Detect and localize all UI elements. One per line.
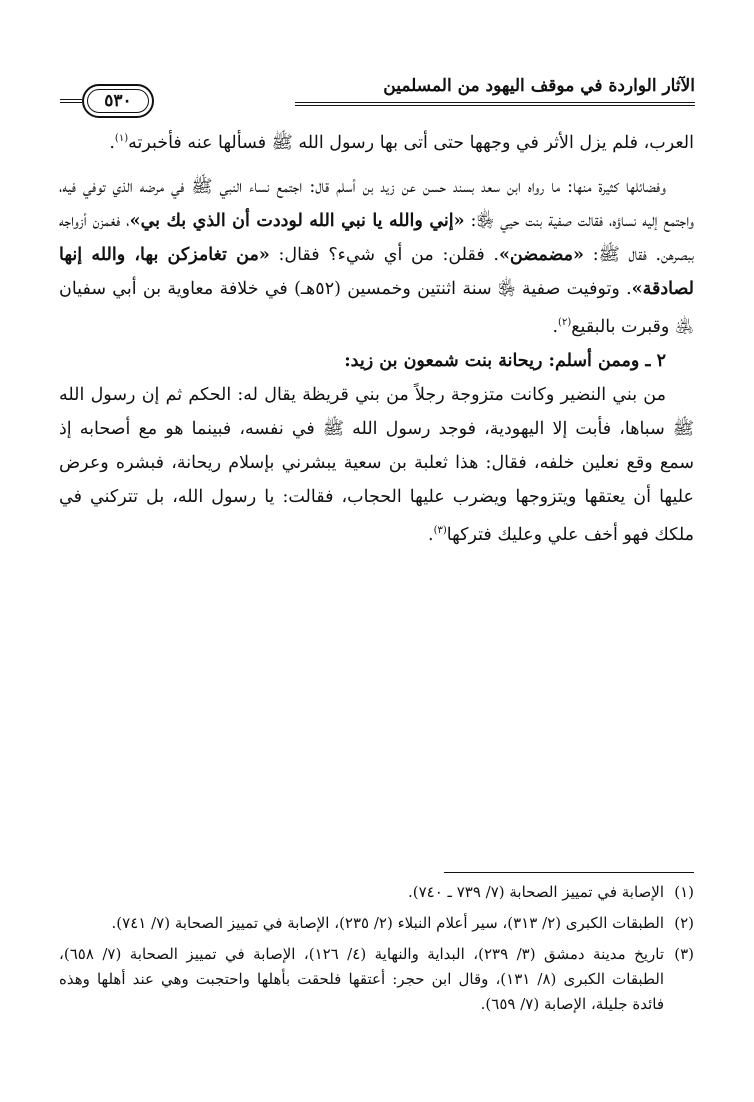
page-number-ornament <box>60 80 180 120</box>
header-rule <box>295 102 695 103</box>
header-rule <box>295 105 695 106</box>
section-heading: ٢ ـ وممن أسلم: ريحانة بنت شمعون بن زيد: <box>344 350 666 371</box>
page-number: ٥٣٠ <box>82 84 154 118</box>
footnote-ref: (٣) <box>433 524 447 536</box>
footnote-ref: (١) <box>114 133 129 144</box>
running-title: الآثار الواردة في موقف اليهود من المسلمين <box>383 76 695 96</box>
paragraph-3: من بني النضير وكانت متزوجة رجلاً من بني قريظة يقال له: الحكم ثم إن رسول الله ﷺ سباها، فأبت إلا اليهودية، فوجد رسول الله ﷺ في نفسه، فبينما هو مع أصحابه إذ سمع وقع نعلين خلفه، فقال: هذا ثعلبة بن سعية يبشرني بإسلام ريحانة، فبشره وعرض عليها أن يعتقها ويتزوجها ويضرب عليها الحجاب، فقالت: يا رسول الله، بل تتركني في ملكك فهو أخف علي وعليك فتركها$^{(٣)}$. <box>59 384 694 545</box>
paragraph-1: العرب، فلم يزل الأثر في وجهها حتى أتى بها رسول الله ﷺ فسألها عنه فأخبرته$^{(١)}$. <box>109 132 694 153</box>
main-text <box>59 122 694 551</box>
footnote-ref: (٢) <box>558 316 572 328</box>
footnote-item: (٣) تاريخ مدينة دمشق (٣/ ٢٣٩)، البداية والنهاية (٤/ ١٢٦)، الإصابة في تمييز الصحابة (٧/ ٦٥٨)، الطبقات الكبرى (٨/ ١٣١)، وقال ابن حجر: أعتقها فلحقت بأهلها واحتجبت وهي عند أهلها وهذه فائدة جليلة، الإصابة (٧/ ٦٥٩). <box>59 945 694 1013</box>
footnote-separator <box>444 872 694 873</box>
footnote-item: (١) الإصابة في تمييز الصحابة (٧/ ٧٣٩ ـ ٧٤٠). <box>407 883 694 901</box>
footnotes <box>59 880 694 1023</box>
footnote-item: (٢) الطبقات الكبرى (٢/ ٣١٣)، سير أعلام النبلاء (٢/ ٢٣٥)، الإصابة في تمييز الصحابة (٧/ ٧٤١). <box>111 914 694 932</box>
paragraph-2: وفضائلها كثيرة منها: ما رواه ابن سعد بسند حسن عن زيد بن أسلم قال: اجتمع نساء النبي ﷺ في مرضه الذي توفي فيه، واجتمع إليه نساؤه، فقالت صفية بنت حيي ﵂: «إني والله يا نبي الله لوددت أن الذي بك بي»، فغمزن أزواجه ببصرهن. فقال ﷺ: «مضمضن». فقلن: من أي شيء؟ فقال: «من تغامزكن بها، والله إنها لصادقة». وتوفيت صفية ﵂ سنة اثنتين وخمسين (٥٢هـ) في خلافة معاوية بن أبي سفيان ﵁ وقبرت بالبقيع$^{(٢)}$. <box>59 176 695 337</box>
page-header <box>60 74 695 114</box>
